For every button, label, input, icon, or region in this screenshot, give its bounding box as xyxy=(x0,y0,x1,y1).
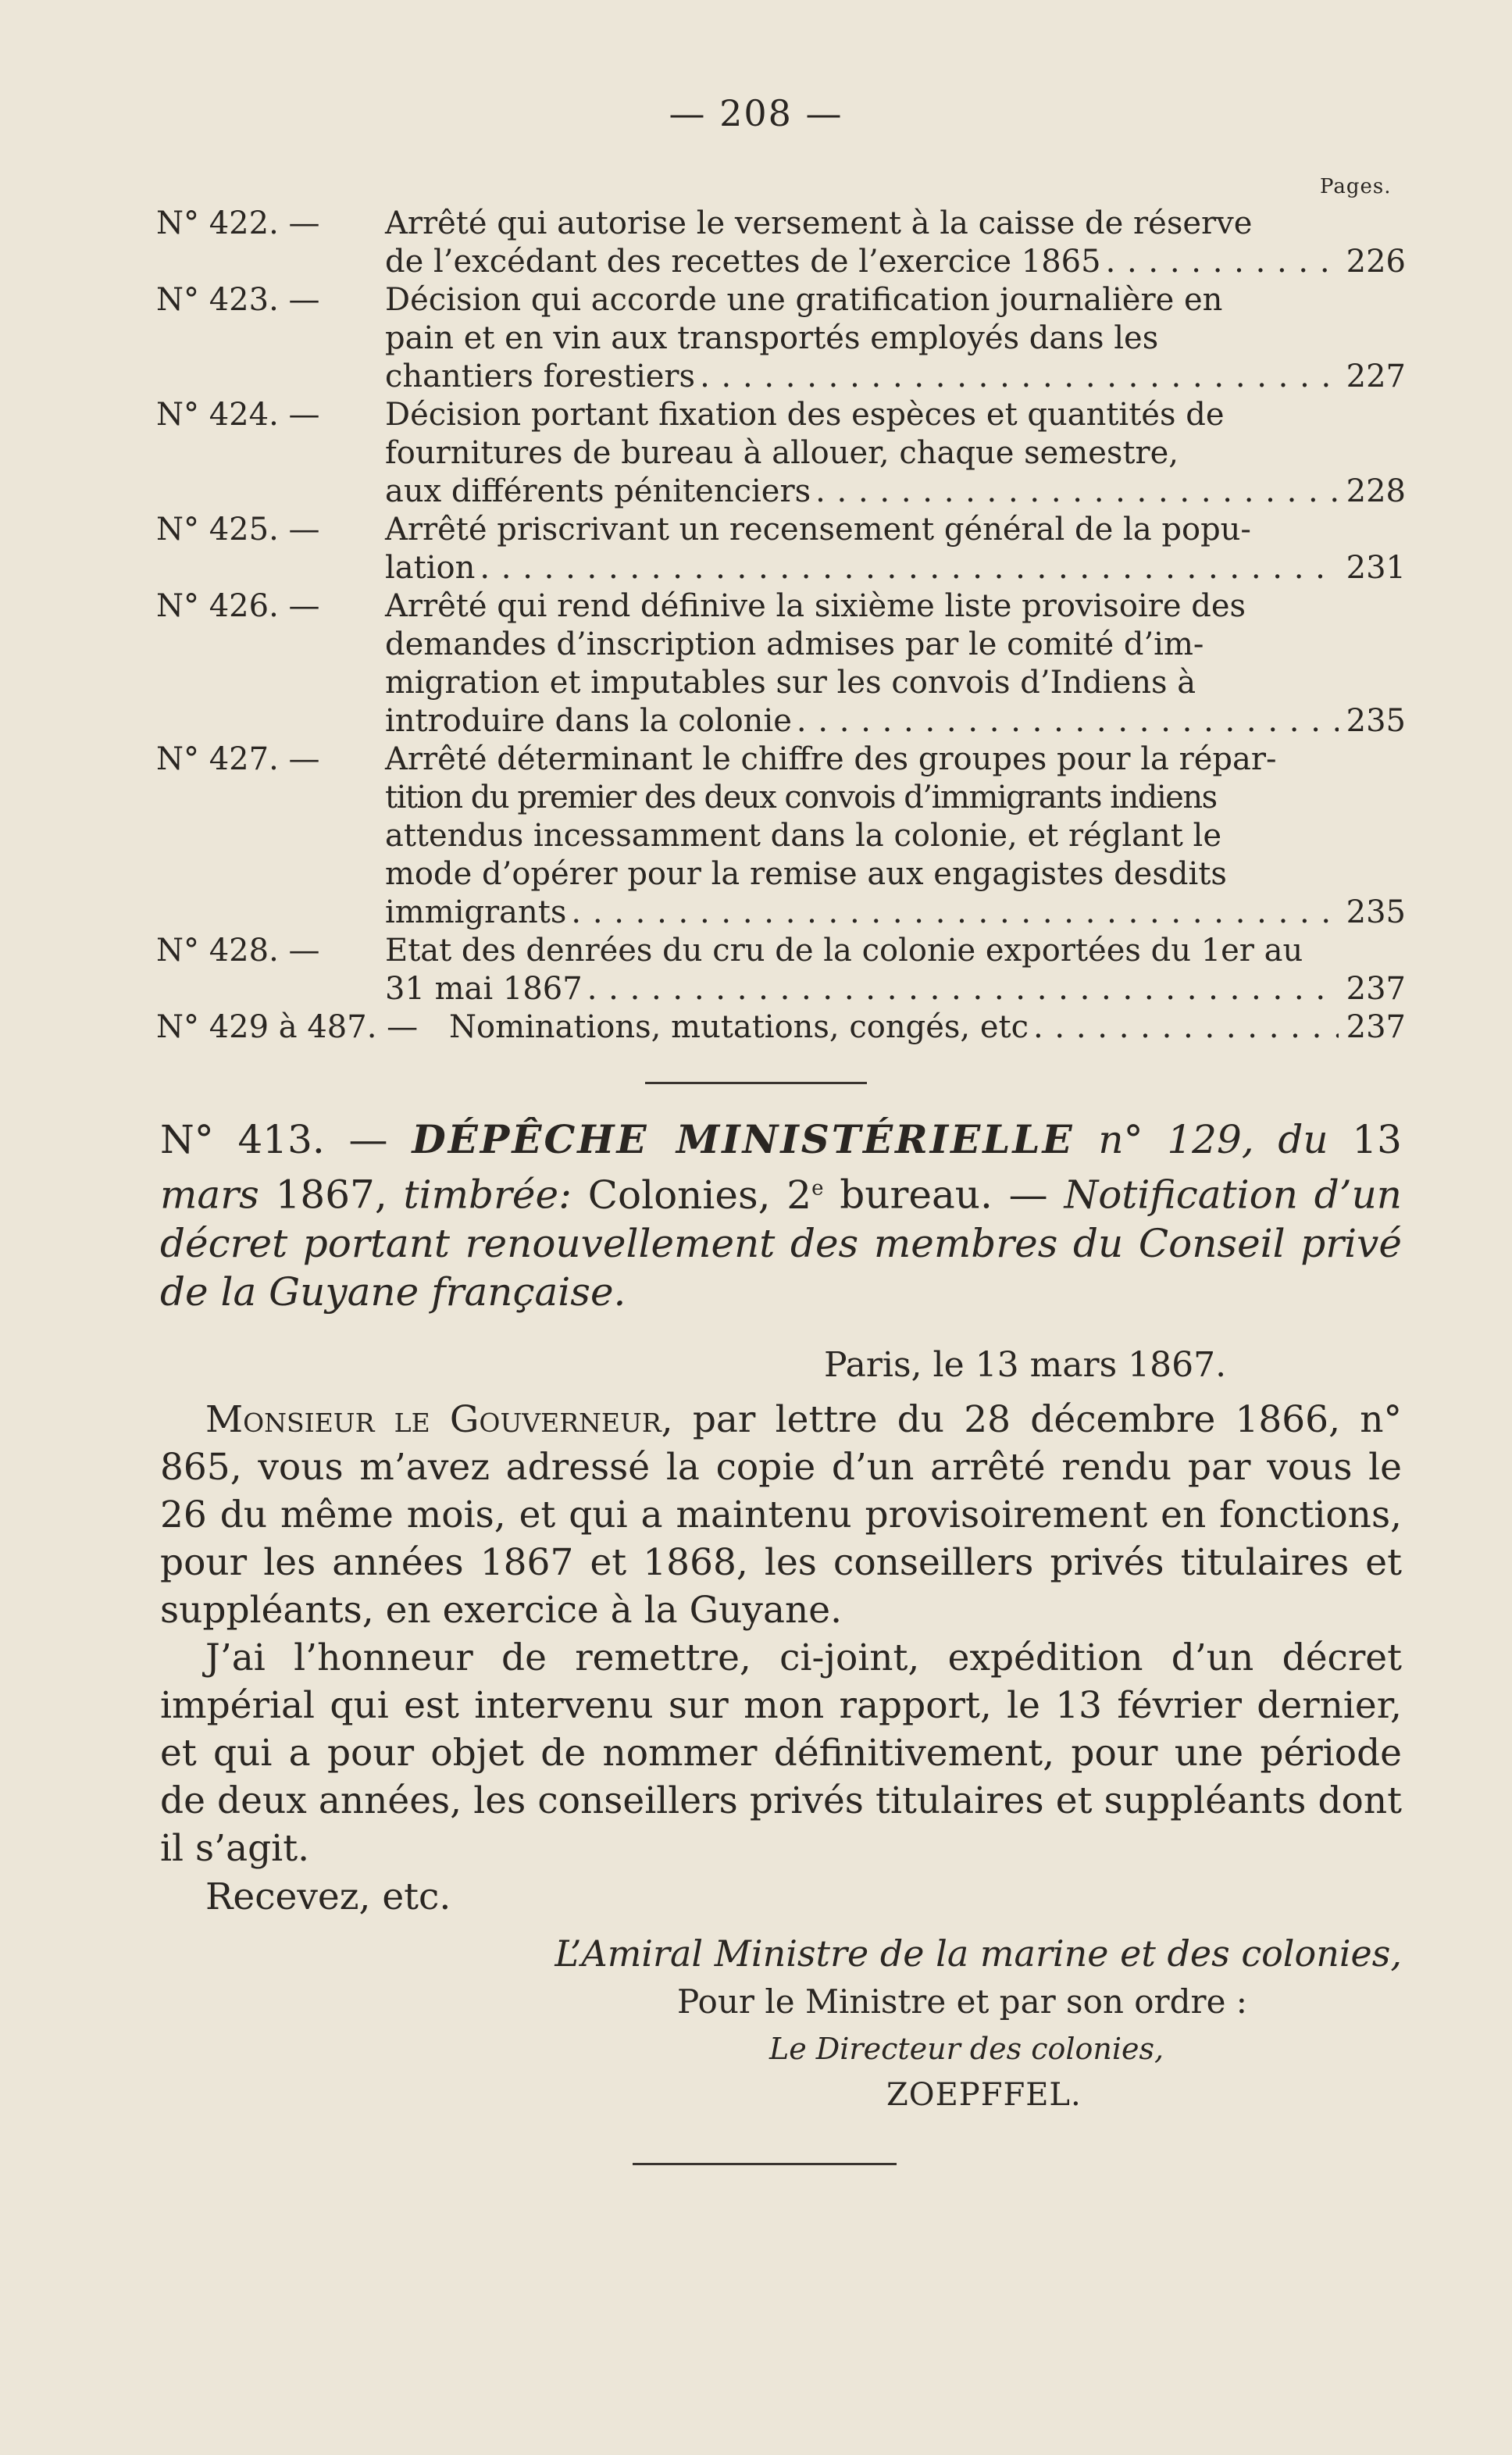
toc-line: Arrêté qui rend définive la sixième liste provisoire des xyxy=(385,588,1246,624)
letter-body xyxy=(160,1396,1402,1872)
toc-line: tition du premier des deux convois d’immigrants indiens xyxy=(385,780,1217,815)
toc-line: lation xyxy=(385,550,476,586)
toc-page: 237 xyxy=(1346,971,1406,1007)
toc-number: N° 425. — xyxy=(156,512,320,548)
dispatch-office xyxy=(588,1172,824,1218)
dispatch-subject: Notification d’un décret portant renouvellement des membres du Conseil privé de la Guyane française. xyxy=(160,1172,1402,1315)
dot-leader xyxy=(1106,243,1339,281)
toc-page: 227 xyxy=(1346,359,1406,394)
signature-name: ZOEPFFEL. xyxy=(886,2076,1082,2113)
toc-entry-425 xyxy=(156,511,1406,587)
toc-number: N° 422. — xyxy=(156,205,320,241)
toc-line: Décision portant fixation des espèces et quantités de xyxy=(385,397,1225,433)
toc-line: 31 mai 1867 xyxy=(385,971,583,1007)
toc-number: N° 427. — xyxy=(156,741,320,777)
signature-for: Pour le Ministre et par son ordre : xyxy=(677,1982,1247,2021)
toc-number: N° 429 à 487. — xyxy=(156,1009,419,1045)
toc-entry-427 xyxy=(156,740,1406,932)
toc-page: 226 xyxy=(1346,244,1406,280)
toc-line: Décision qui accorde une gratification journalière en xyxy=(385,282,1223,318)
toc-page: 235 xyxy=(1346,894,1406,930)
dispatch-ref-day: 13 xyxy=(1352,1117,1402,1162)
toc-number: N° 428. — xyxy=(156,933,320,969)
pages-column-label: Pages. xyxy=(1320,175,1392,198)
signature-role: Le Directeur des colonies, xyxy=(769,2031,1164,2066)
dispatch-ref-du: du xyxy=(1278,1117,1328,1162)
dot-leader xyxy=(815,473,1339,511)
dispatch-section xyxy=(160,1115,1402,2114)
toc-line: chantiers forestiers xyxy=(385,359,696,394)
toc-number: N° 426. — xyxy=(156,588,320,624)
page-number: — 208 — xyxy=(669,92,843,134)
dispatch-number: N° 413. — xyxy=(160,1117,388,1162)
dispatch-office-end: bureau. — xyxy=(840,1172,1048,1218)
office-sup: e xyxy=(811,1176,824,1200)
signature-title: L’Amiral Ministre de la marine et des colonies, xyxy=(555,1932,1402,1975)
toc-number: N° 424. — xyxy=(156,397,320,433)
toc-line: Arrêté déterminant le chiffre des groupes pour la répar- xyxy=(385,741,1277,777)
toc-line: attendus incessamment dans la colonie, et réglant le xyxy=(385,818,1221,854)
dot-leader xyxy=(797,702,1339,740)
toc-line: fournitures de bureau à allouer, chaque semestre, xyxy=(385,435,1179,471)
toc-entry-424 xyxy=(156,396,1406,511)
dispatch-heading xyxy=(160,1115,1402,1316)
dispatch-title: DÉPÊCHE MINISTÉRIELLE xyxy=(412,1116,1075,1162)
toc-entry-423 xyxy=(156,281,1406,396)
dot-leader xyxy=(1033,1008,1339,1047)
paragraph-1-text: par lettre du 28 décembre 1866, n° 865, vous m’avez adressé la copie d’un arrêté rendu par vous le 26 du même mois, et qui a maintenu provisoirement en fonctions, pour les années 1867 et 1868, les conseillers privés titulaires et suppléants, en exercice à la Guyane. xyxy=(160,1397,1402,1632)
dot-leader xyxy=(700,358,1339,396)
paragraph-2: J’ai l’honneur de remettre, ci-joint, expédition d’un décret impérial qui est intervenu sur mon rapport, le 13 février dernier, et qui a pour objet de nommer définitivement, pour une période de deux années, les conseillers privés titulaires et suppléants dont il s’agit. xyxy=(160,1636,1402,1870)
dot-leader xyxy=(480,549,1339,587)
dispatch-ref-month: mars xyxy=(160,1172,259,1218)
toc-line: immigrants xyxy=(385,894,567,930)
toc-line: Arrêté qui autorise le versement à la caisse de réserve xyxy=(385,205,1253,241)
toc-line: introduire dans la colonie xyxy=(385,703,792,739)
toc-entry-429-487 xyxy=(156,1008,1406,1047)
dispatch-ref-no: n° 129, xyxy=(1098,1117,1254,1162)
closing: Recevez, etc. xyxy=(205,1875,451,1918)
toc-line: Arrêté priscrivant un recensement général de la popu- xyxy=(385,512,1251,548)
toc-line: de l’excédant des recettes de l’exercice 1865 xyxy=(385,244,1101,280)
dispatch-ref-year: 1867, xyxy=(275,1172,387,1218)
toc-page: 237 xyxy=(1346,1009,1406,1045)
section-divider xyxy=(645,1082,867,1084)
toc-page: 235 xyxy=(1346,703,1406,739)
toc-entry-422 xyxy=(156,205,1406,281)
salutation: Monsieur le Gouverneur, xyxy=(205,1397,673,1441)
toc-line: Etat des denrées du cru de la colonie exportées du 1er au xyxy=(385,933,1303,969)
toc-entry-428 xyxy=(156,932,1406,1008)
office-text: Colonies, 2 xyxy=(587,1172,812,1218)
toc-line: Nominations, mutations, congés, etc xyxy=(449,1009,1029,1045)
dispatch-stamped: timbrée: xyxy=(403,1172,572,1218)
toc-line: migration et imputables sur les convois d’Indiens à xyxy=(385,665,1196,701)
bottom-divider xyxy=(633,2163,897,2165)
toc-line: demandes d’inscription admises par le comité d’im- xyxy=(385,626,1204,662)
toc-line: aux différents pénitenciers xyxy=(385,473,811,509)
paragraph-1 xyxy=(160,1396,1402,1634)
toc-entry-426 xyxy=(156,587,1406,740)
table-of-contents xyxy=(156,205,1406,1047)
toc-number: N° 423. — xyxy=(156,282,320,318)
toc-page: 228 xyxy=(1346,473,1406,509)
toc-line: mode d’opérer pour la remise aux engagistes desdits xyxy=(385,856,1227,892)
dateline: Paris, le 13 mars 1867. xyxy=(824,1344,1227,1385)
dot-leader xyxy=(571,894,1339,932)
toc-line: pain et en vin aux transportés employés dans les xyxy=(385,320,1159,356)
dot-leader xyxy=(587,970,1339,1008)
toc-page: 231 xyxy=(1346,550,1406,586)
